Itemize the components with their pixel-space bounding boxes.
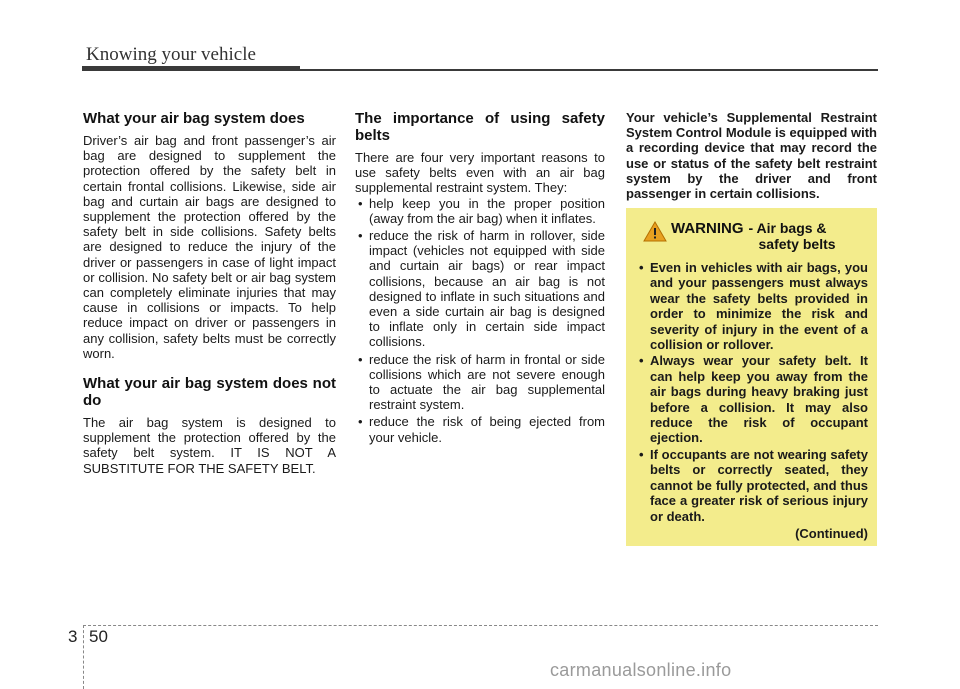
warning-label: WARNING (671, 220, 744, 237)
paragraph-reasons: There are four very important reasons to use safety belts even with an air bag supplemental restraint system. They: (355, 150, 605, 196)
footer-divider (83, 625, 84, 689)
page-header-title: Knowing your vehicle (86, 44, 256, 65)
header-bar (82, 66, 300, 71)
warning-triangle-icon (643, 221, 667, 242)
footer-rule (83, 625, 878, 626)
list-item: • Even in vehicles with air bags, you and your passengers must always wear the safety belts provided in order to minimize the risk and severity of injury in the event of a collision or rollover. (636, 260, 868, 352)
reasons-list (355, 196, 605, 445)
watermark: carmanualsonline.info (550, 660, 732, 680)
warning-continued: (Continued) (795, 525, 868, 541)
header-rule (300, 69, 878, 71)
warning-header (636, 220, 868, 252)
column-3 (626, 110, 877, 201)
chapter-number: 3 (68, 627, 78, 646)
list-item: • Always wear your safety belt. It can help keep you away from the air bags during heavy braking just before a collision. It may also reduce the risk of occupant ejection. (636, 353, 868, 445)
column-2 (355, 110, 605, 447)
paragraph-recording-device: Your vehicle’s Supplemental Restraint System Control Module is equipped with a recording device that may record the use or status of the safety belt restraint system by the driver and front passenger in certain collisions. (626, 110, 877, 202)
warning-box (626, 208, 877, 546)
list-item: • reduce the risk of harm in frontal or side collisions which are not severe enough to actuate the air bag supplemental restraint system. (355, 352, 605, 413)
warning-list (636, 260, 868, 524)
column-1 (83, 110, 336, 476)
heading-air-bag-does-not: What your air bag system does not do (83, 375, 336, 410)
heading-air-bag-does: What your air bag system does (83, 110, 305, 127)
list-item: • reduce the risk of being ejected from your vehicle. (355, 414, 605, 444)
heading-importance-safety-belts: The importance of using safety belts (355, 110, 605, 144)
list-item: • help keep you in the proper position (away from the air bag) when it inflates. (355, 196, 605, 226)
list-item: • If occupants are not wearing safety belts or correctly seated, they cannot be fully protected, and thus face a greater risk of serious injury or death. (636, 447, 868, 524)
paragraph-air-bag-does-not: The air bag system is designed to supplement the protection offered by the safety belt system. IT IS NOT A SUBSTITUTE FOR THE SAFETY BELT. (83, 415, 336, 476)
page-number: 50 (89, 627, 108, 646)
warning-subtitle: - Air bags & safety belts (748, 220, 836, 252)
list-item: • reduce the risk of harm in rollover, side impact (vehicles not equipped with side and curtain air bags) or rear impact collisions, because an air bag is not designed to inflate in such situations and even a side curtain air bag is designed to inflate only in certain side impact collisions. (355, 228, 605, 350)
paragraph-air-bag-does: Driver’s air bag and front passenger’s air bag are designed to supplement the protection offered by the safety belt in certain frontal collisions. Likewise, side air bag and curtain air bags are designed to supplement the protection offered by the safety belt in side collisions. Safety belts are designed to reduce the injury of the driver or passengers in case of light impact or collision. No safety belt or air bag system can completely eliminate injuries that may cause in collisions or impacts. To help reduce impact on driver or passengers in any collision, safety belts must be correctly worn. (83, 133, 336, 361)
